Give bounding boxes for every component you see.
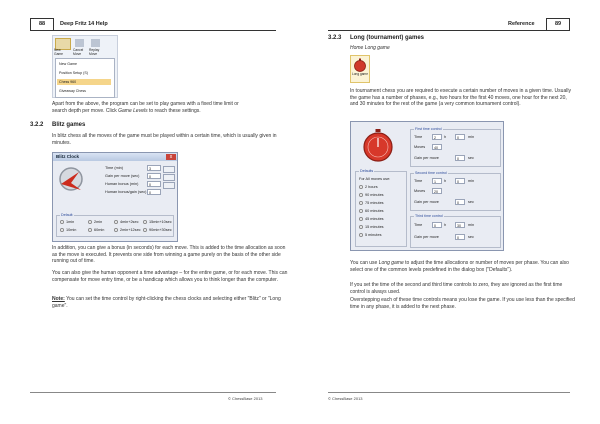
radio-label: 4min+2sec — [120, 220, 139, 224]
right-page — [300, 0, 600, 424]
seconds-unit: sec — [468, 235, 474, 239]
radio-button[interactable] — [88, 228, 92, 232]
radio-label: 90min+30sec — [149, 228, 172, 232]
radio-label: 45 minutes — [365, 217, 384, 221]
radio-label: 2 hours — [365, 185, 378, 189]
minutes-unit: min — [468, 179, 475, 183]
note-label: Note: — [52, 296, 65, 302]
game-levels-link[interactable]: Game Levels — [118, 107, 148, 114]
radio-label: 75 minutes — [365, 201, 384, 205]
menu-item[interactable]: Position Setup (S) — [59, 71, 88, 75]
radio-label: 1min — [66, 220, 75, 224]
handicap-paragraph: You can also give the human opponent a time advantage – for the entire game, or for each move. This can compensate for move entry time, or be a handicap which allows you to think longer than the computer. — [52, 270, 288, 283]
help-button[interactable] — [163, 182, 175, 189]
blitz-clock-dialog — [52, 152, 178, 242]
defaults-title: Defaults — [360, 169, 374, 173]
radio-label: 10min — [66, 228, 77, 232]
time-minutes-input[interactable]: 0 — [455, 178, 465, 184]
stopwatch-icon — [353, 58, 367, 72]
field-label: Gain per move (sec) — [105, 174, 140, 178]
footer-text: © ChessBase 2013 — [228, 396, 263, 401]
running-header: Deep Fritz 14 Help — [60, 21, 108, 27]
radio-button[interactable] — [359, 217, 363, 221]
time-label: Time — [414, 223, 423, 227]
gain-input[interactable]: 0 — [455, 199, 465, 205]
ribbon-screenshot — [52, 35, 118, 98]
radio-button[interactable] — [359, 185, 363, 189]
defaults-group — [56, 215, 174, 237]
radio-label: 2min+12sec — [120, 228, 141, 232]
defaults-group — [355, 171, 407, 247]
time-minutes-input[interactable]: 0 — [455, 134, 465, 140]
ribbon-button-new-game[interactable]: New Game — [54, 48, 63, 56]
intro-paragraph: Apart from the above, the program can be set to play games with a fixed time limit or search depth per move. Click Game Levels to reach these settings. — [52, 101, 239, 114]
section-number: 3.2.2 — [30, 122, 44, 128]
seconds-unit: sec — [468, 200, 474, 204]
minutes-unit: min — [468, 135, 475, 139]
cancel-move-icon[interactable] — [75, 39, 84, 47]
gain-label: Gain per move — [414, 156, 439, 160]
note-paragraph: Note: You can set the time control by right-clicking the chess clocks and selecting either "Blitz" or "Long game". — [52, 296, 281, 309]
section-title: Blitz games — [52, 122, 86, 128]
field-label: Human bonus/gain (sec) — [105, 190, 147, 194]
footer-text: © ChessBase 2013 — [328, 396, 363, 401]
intro-paragraph: In tournament chess you are required to execute a certain number of moves in a given time. Usually the game has a number of phases, e.g., two hours for the first 40 moves, one hour for the next 20, and 30 minutes for the rest of the game (a very common tournament control). — [350, 88, 571, 108]
header-rule — [30, 30, 276, 31]
gain-label: Gain per move — [414, 200, 439, 204]
time-minutes-input[interactable]: 30 — [455, 222, 465, 228]
new-game-menu — [55, 58, 115, 98]
radio-label: 15 minutes — [365, 225, 384, 229]
page-number: 89 — [546, 18, 570, 31]
group-title: First time control — [415, 127, 442, 131]
radio-button[interactable] — [359, 209, 363, 213]
radio-label: 5 minutes — [365, 233, 382, 237]
menu-item[interactable]: Chess 960 — [59, 80, 77, 84]
field-label: Time (min) — [105, 166, 123, 170]
moves-input[interactable]: 20 — [432, 188, 442, 194]
defaults-label: Default: — [61, 213, 74, 217]
minutes-unit: min — [468, 223, 475, 227]
time-min-input[interactable]: 3 — [147, 165, 161, 171]
radio-button[interactable] — [114, 228, 118, 232]
third-time-control-group — [410, 216, 501, 248]
group-title: Third time control — [415, 214, 443, 218]
first-time-control-group — [410, 129, 501, 167]
dialog-title: Blitz Clock — [53, 153, 177, 161]
icon-label: Long game — [352, 72, 368, 76]
long-game-dialog — [350, 121, 504, 251]
overstep-paragraph: Overstepping each of these time controls means you lose the game. If you use less than the specified time in any phase, it is added to the next phase. — [350, 297, 575, 310]
section-number: 3.2.3 — [328, 35, 342, 41]
time-hours-input[interactable]: 1 — [432, 178, 442, 184]
clock-icon — [57, 165, 87, 193]
page-number: 88 — [30, 18, 54, 31]
menu-item[interactable]: Giveaway Chess — [59, 89, 86, 93]
gain-per-move-input[interactable]: 0 — [147, 173, 161, 179]
radio-button[interactable] — [143, 228, 147, 232]
ok-button[interactable] — [163, 166, 175, 173]
ribbon-button-cancel-move[interactable]: Cancel Move — [73, 48, 84, 56]
hours-unit: h — [444, 179, 447, 183]
field-label: Human bonus (min) — [105, 182, 139, 186]
gain-label: Gain per move — [414, 235, 439, 239]
bonus-paragraph: In addition, you can give a bonus (in seconds) for each move. This is added to the time allocation as soon as the move is executed. It prevents one side from winning a game purely on the basis of the other side running out of time. — [52, 245, 286, 265]
replay-move-icon[interactable] — [91, 39, 100, 47]
radio-button[interactable] — [359, 193, 363, 197]
defaults-subtitle: For All moves use: — [359, 177, 391, 181]
header-rule — [328, 30, 570, 31]
breadcrumb: Home Long game — [350, 45, 390, 51]
moves-label: Moves — [414, 189, 426, 193]
radio-label: 15min+10sec — [149, 220, 172, 224]
long-game-link[interactable]: Long game — [378, 260, 404, 266]
hours-unit: h — [444, 135, 447, 139]
time-label: Time — [414, 135, 423, 139]
radio-label: 60 minutes — [365, 209, 384, 213]
seconds-unit: sec — [468, 156, 474, 160]
close-button[interactable]: x — [166, 154, 176, 160]
adjust-paragraph: You can use Long game to adjust the time allocations or number of moves per phase. You can also select one of the common levels predefined in the dialog box ("Defaults"). — [350, 260, 569, 273]
radio-label: 90 minutes — [365, 193, 384, 197]
radio-button[interactable] — [60, 228, 64, 232]
time-hours-input[interactable]: 2 — [432, 134, 442, 140]
moves-label: Moves — [414, 145, 426, 149]
human-bonus-input[interactable]: 0 — [147, 181, 161, 187]
time-label: Time — [414, 179, 423, 183]
radio-button[interactable] — [114, 220, 118, 224]
human-bonus-gain-input[interactable]: 0 — [147, 189, 161, 195]
radio-button[interactable] — [60, 220, 64, 224]
stopwatch-large-icon — [360, 127, 396, 163]
footer-rule — [30, 392, 276, 393]
running-header: Reference — [508, 21, 535, 27]
menu-item[interactable]: New Game — [59, 62, 77, 66]
zero-time-paragraph: If you set the time of the second and third time controls to zero, they are ignored as the first time control is always used. — [350, 282, 563, 295]
ribbon-button-replay-move[interactable]: Replay Move — [89, 48, 100, 56]
section-text: In blitz chess all the moves of the game must be played within a certain time, which is usually given in minutes. — [52, 133, 277, 146]
radio-button[interactable] — [359, 233, 363, 237]
radio-label: 2min — [94, 220, 103, 224]
radio-button[interactable] — [88, 220, 92, 224]
cancel-button[interactable] — [163, 174, 175, 181]
section-title: Long (tournament) games — [350, 35, 425, 41]
radio-label: 60min — [94, 228, 105, 232]
radio-button[interactable] — [359, 225, 363, 229]
radio-button[interactable] — [143, 220, 147, 224]
radio-button[interactable] — [359, 201, 363, 205]
gain-input[interactable]: 0 — [455, 234, 465, 240]
moves-input[interactable]: 40 — [432, 144, 442, 150]
time-hours-input[interactable]: 0 — [432, 222, 442, 228]
gain-input[interactable]: 0 — [455, 155, 465, 161]
second-time-control-group — [410, 173, 501, 211]
hours-unit: h — [444, 223, 447, 227]
group-title: Second time control — [415, 171, 447, 175]
footer-rule — [328, 392, 570, 393]
long-game-ribbon-button[interactable] — [350, 55, 370, 83]
